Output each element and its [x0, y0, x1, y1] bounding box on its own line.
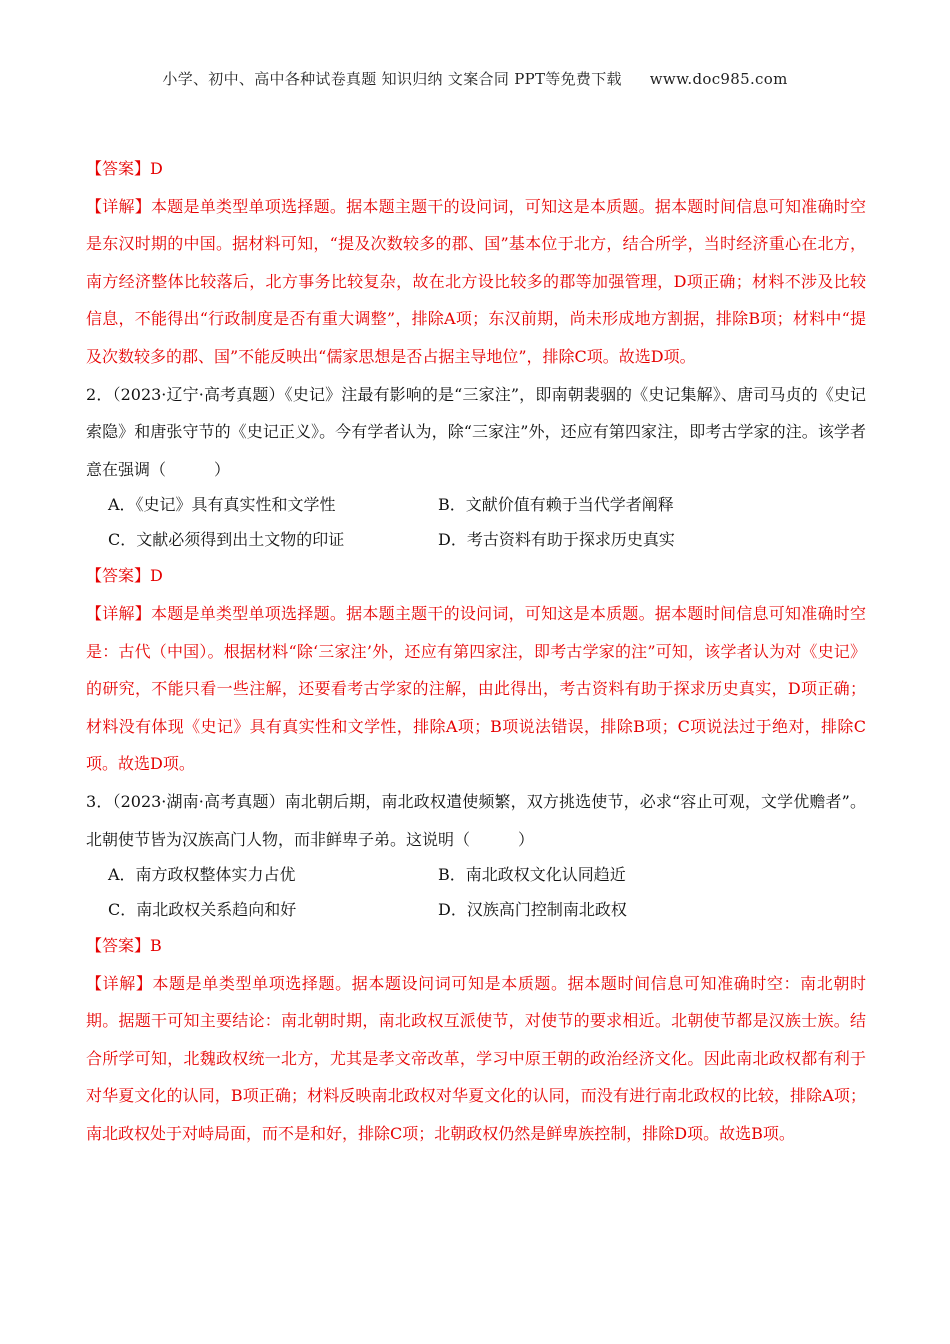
q2-detail: 【详解】本题是单类型单项选择题。据本题主题干的设问词，可知这是本质题。据本题时间信息可知准确时空是：古代（中国）。根据材料“除‘三家注’外，还应有第四家注，即考古学家的注”可知，该学者认为对《史记》的研究，不能只看一些注解，还要看考古学家的注解，由此得出，考古资料有助于探求历史真实，D项正确；材料没有体现《史记》具有真实性和文学性，排除A项；B项说法错误，排除B项；C项说法过于绝对，排除C项。故选D项。 — [86, 603, 866, 774]
document-body — [86, 150, 866, 1153]
q1-answer: 【答案】D — [86, 159, 163, 178]
q2-option-a: A．《史记》具有真实性和文学性 — [108, 495, 336, 515]
q2-option-b: B．文献价值有赖于当代学者阐释 — [438, 495, 674, 515]
q2-stem: 2．（2023·辽宁·高考真题）《史记》注最有影响的是“三家注”，即南朝裴骃的《史记集解》、唐司马贞的《史记索隐》和唐张守节的《史记正义》。今有学者认为，除“三家注”外，还应有第四家注，即考古学家的注。该学者意在强调（ ） — [86, 384, 866, 479]
page-header — [0, 68, 950, 89]
q3-option-b: B．南北政权文化认同趋近 — [438, 865, 626, 885]
q1-detail: 【详解】本题是单类型单项选择题。据本题主题干的设问词，可知这是本质题。据本题时间信息可知准确时空是东汉时期的中国。据材料可知，“提及次数较多的郡、国”基本位于北方，结合所学，当时经济重心在北方，南方经济整体比较落后，北方事务比较复杂，故在北方设比较多的郡等加强管理，D项正确；材料不涉及比较信息，不能得出“行政制度是否有重大调整”，排除A项；东汉前期，尚未形成地方割据，排除B项；材料中“提及次数较多的郡、国”不能反映出“儒家思想是否占据主导地位”，排除C项。故选D项。 — [86, 196, 866, 366]
q2-options — [108, 488, 866, 557]
q3-options — [108, 858, 866, 927]
q3-option-a: A．南方政权整体实力占优 — [108, 865, 296, 885]
q3-detail: 【详解】本题是单类型单项选择题。据本题设问词可知是本质题。据本题时间信息可知准确时空：南北朝时期。据题干可知主要结论：南北朝时期，南北政权互派使节，对使节的要求相近。北朝使节都是汉族士族。结合所学可知，北魏政权统一北方，尤其是孝文帝改革，学习中原王朝的政治经济文化。因此南北政权都有利于对华夏文化的认同，B项正确；材料反映南北政权对华夏文化的认同，而没有进行南北政权的比较，排除A项；南北政权处于对峙局面，而不是和好，排除C项；北朝政权仍然是鲜卑族控制，排除D项。故选B项。 — [86, 973, 866, 1144]
q2-option-c: C．文献必须得到出土文物的印证 — [108, 529, 345, 549]
header-url[interactable]: www.doc985.com — [649, 70, 788, 88]
header-text: 小学、初中、高中各种试卷真题 知识归纳 文案合同 PPT等免费下载 — [162, 70, 622, 88]
q3-answer: 【答案】B — [86, 936, 162, 956]
q2-option-d: D．考古资料有助于探求历史真实 — [438, 529, 675, 549]
q3-option-c: C．南北政权关系趋向和好 — [108, 899, 297, 919]
q2-answer: 【答案】D — [86, 566, 163, 586]
q3-stem: 3．（2023·湖南·高考真题）南北朝后期，南北政权遣使频繁，双方挑选使节，必求“容止可观，文学优赡者”。北朝使节皆为汉族高门人物，而非鲜卑子弟。这说明（ ） — [86, 791, 866, 849]
q3-option-d: D．汉族高门控制南北政权 — [438, 899, 627, 919]
